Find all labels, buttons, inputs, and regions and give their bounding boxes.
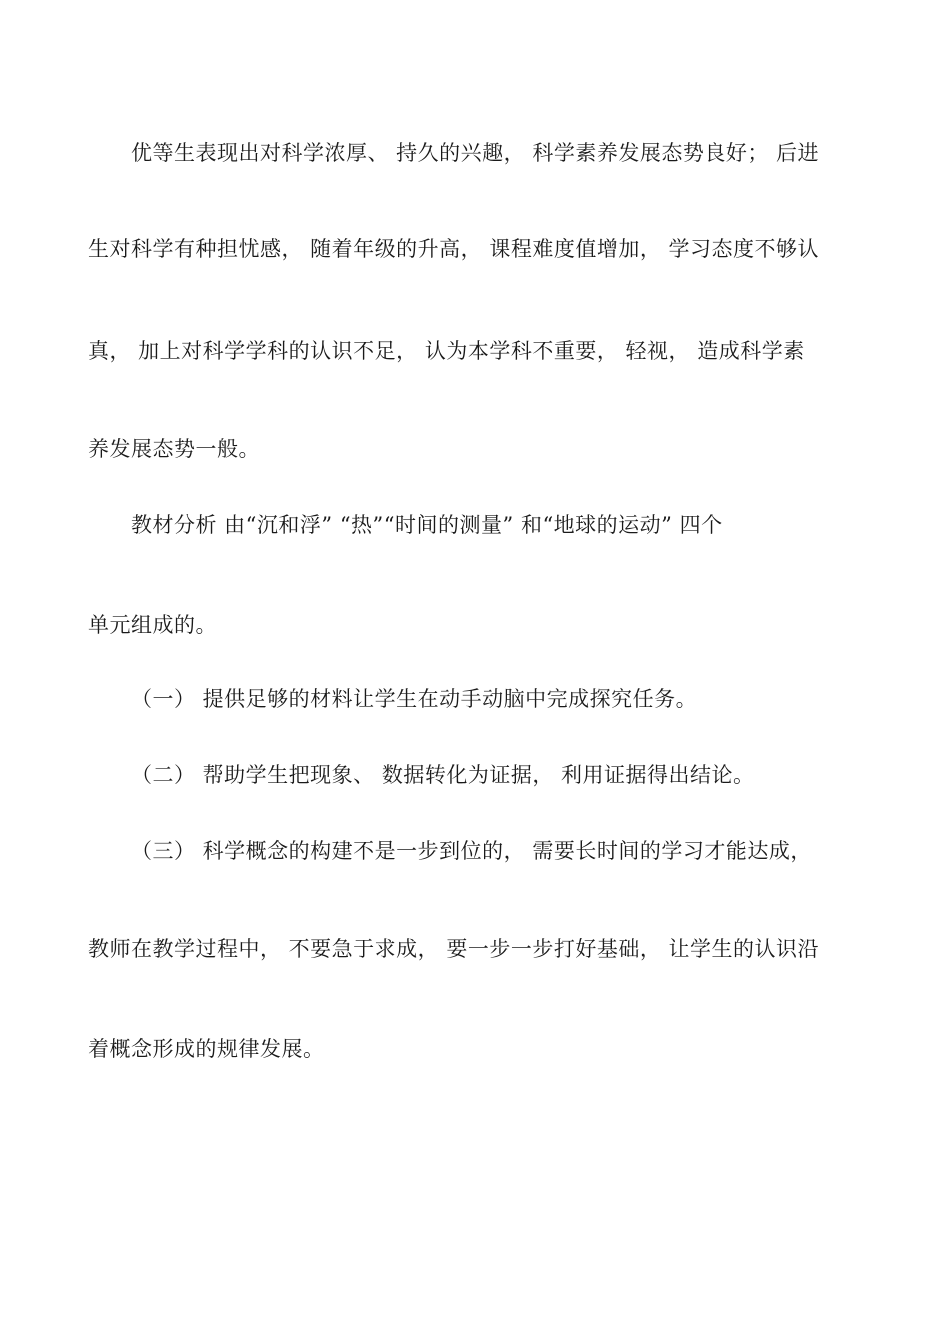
paragraph-2-line-2: 单元组成的。 [88,613,217,637]
paragraph-1-line-3: 真， 加上对科学学科的认识不足， 认为本学科不重要， 轻视， 造成科学素 [88,339,805,363]
list-item-1: （一） 提供足够的材料让学生在动手动脑中完成探究任务。 [131,687,698,711]
paragraph-1-line-4: 养发展态势一般。 [88,437,260,461]
list-item-2: （二） 帮助学生把现象、 数据转化为证据， 利用证据得出结论。 [131,763,755,787]
paragraph-2-line-1: 教材分析 由“沉和浮” “热”“时间的测量” 和“地球的运动” 四个 [131,513,723,537]
paragraph-1-line-2: 生对科学有种担忧感， 随着年级的升高， 课程难度值增加， 学习态度不够认 [88,237,820,261]
list-item-3-line-3: 着概念形成的规律发展。 [88,1037,325,1061]
list-item-3-line-2: 教师在教学过程中， 不要急于求成， 要一步一步打好基础， 让学生的认识沿 [88,937,820,961]
list-item-3-line-1: （三） 科学概念的构建不是一步到位的， 需要长时间的学习才能达成， [131,839,812,863]
paragraph-1-line-1: 优等生表现出对科学浓厚、 持久的兴趣， 科学素养发展态势良好； 后进 [131,141,820,165]
